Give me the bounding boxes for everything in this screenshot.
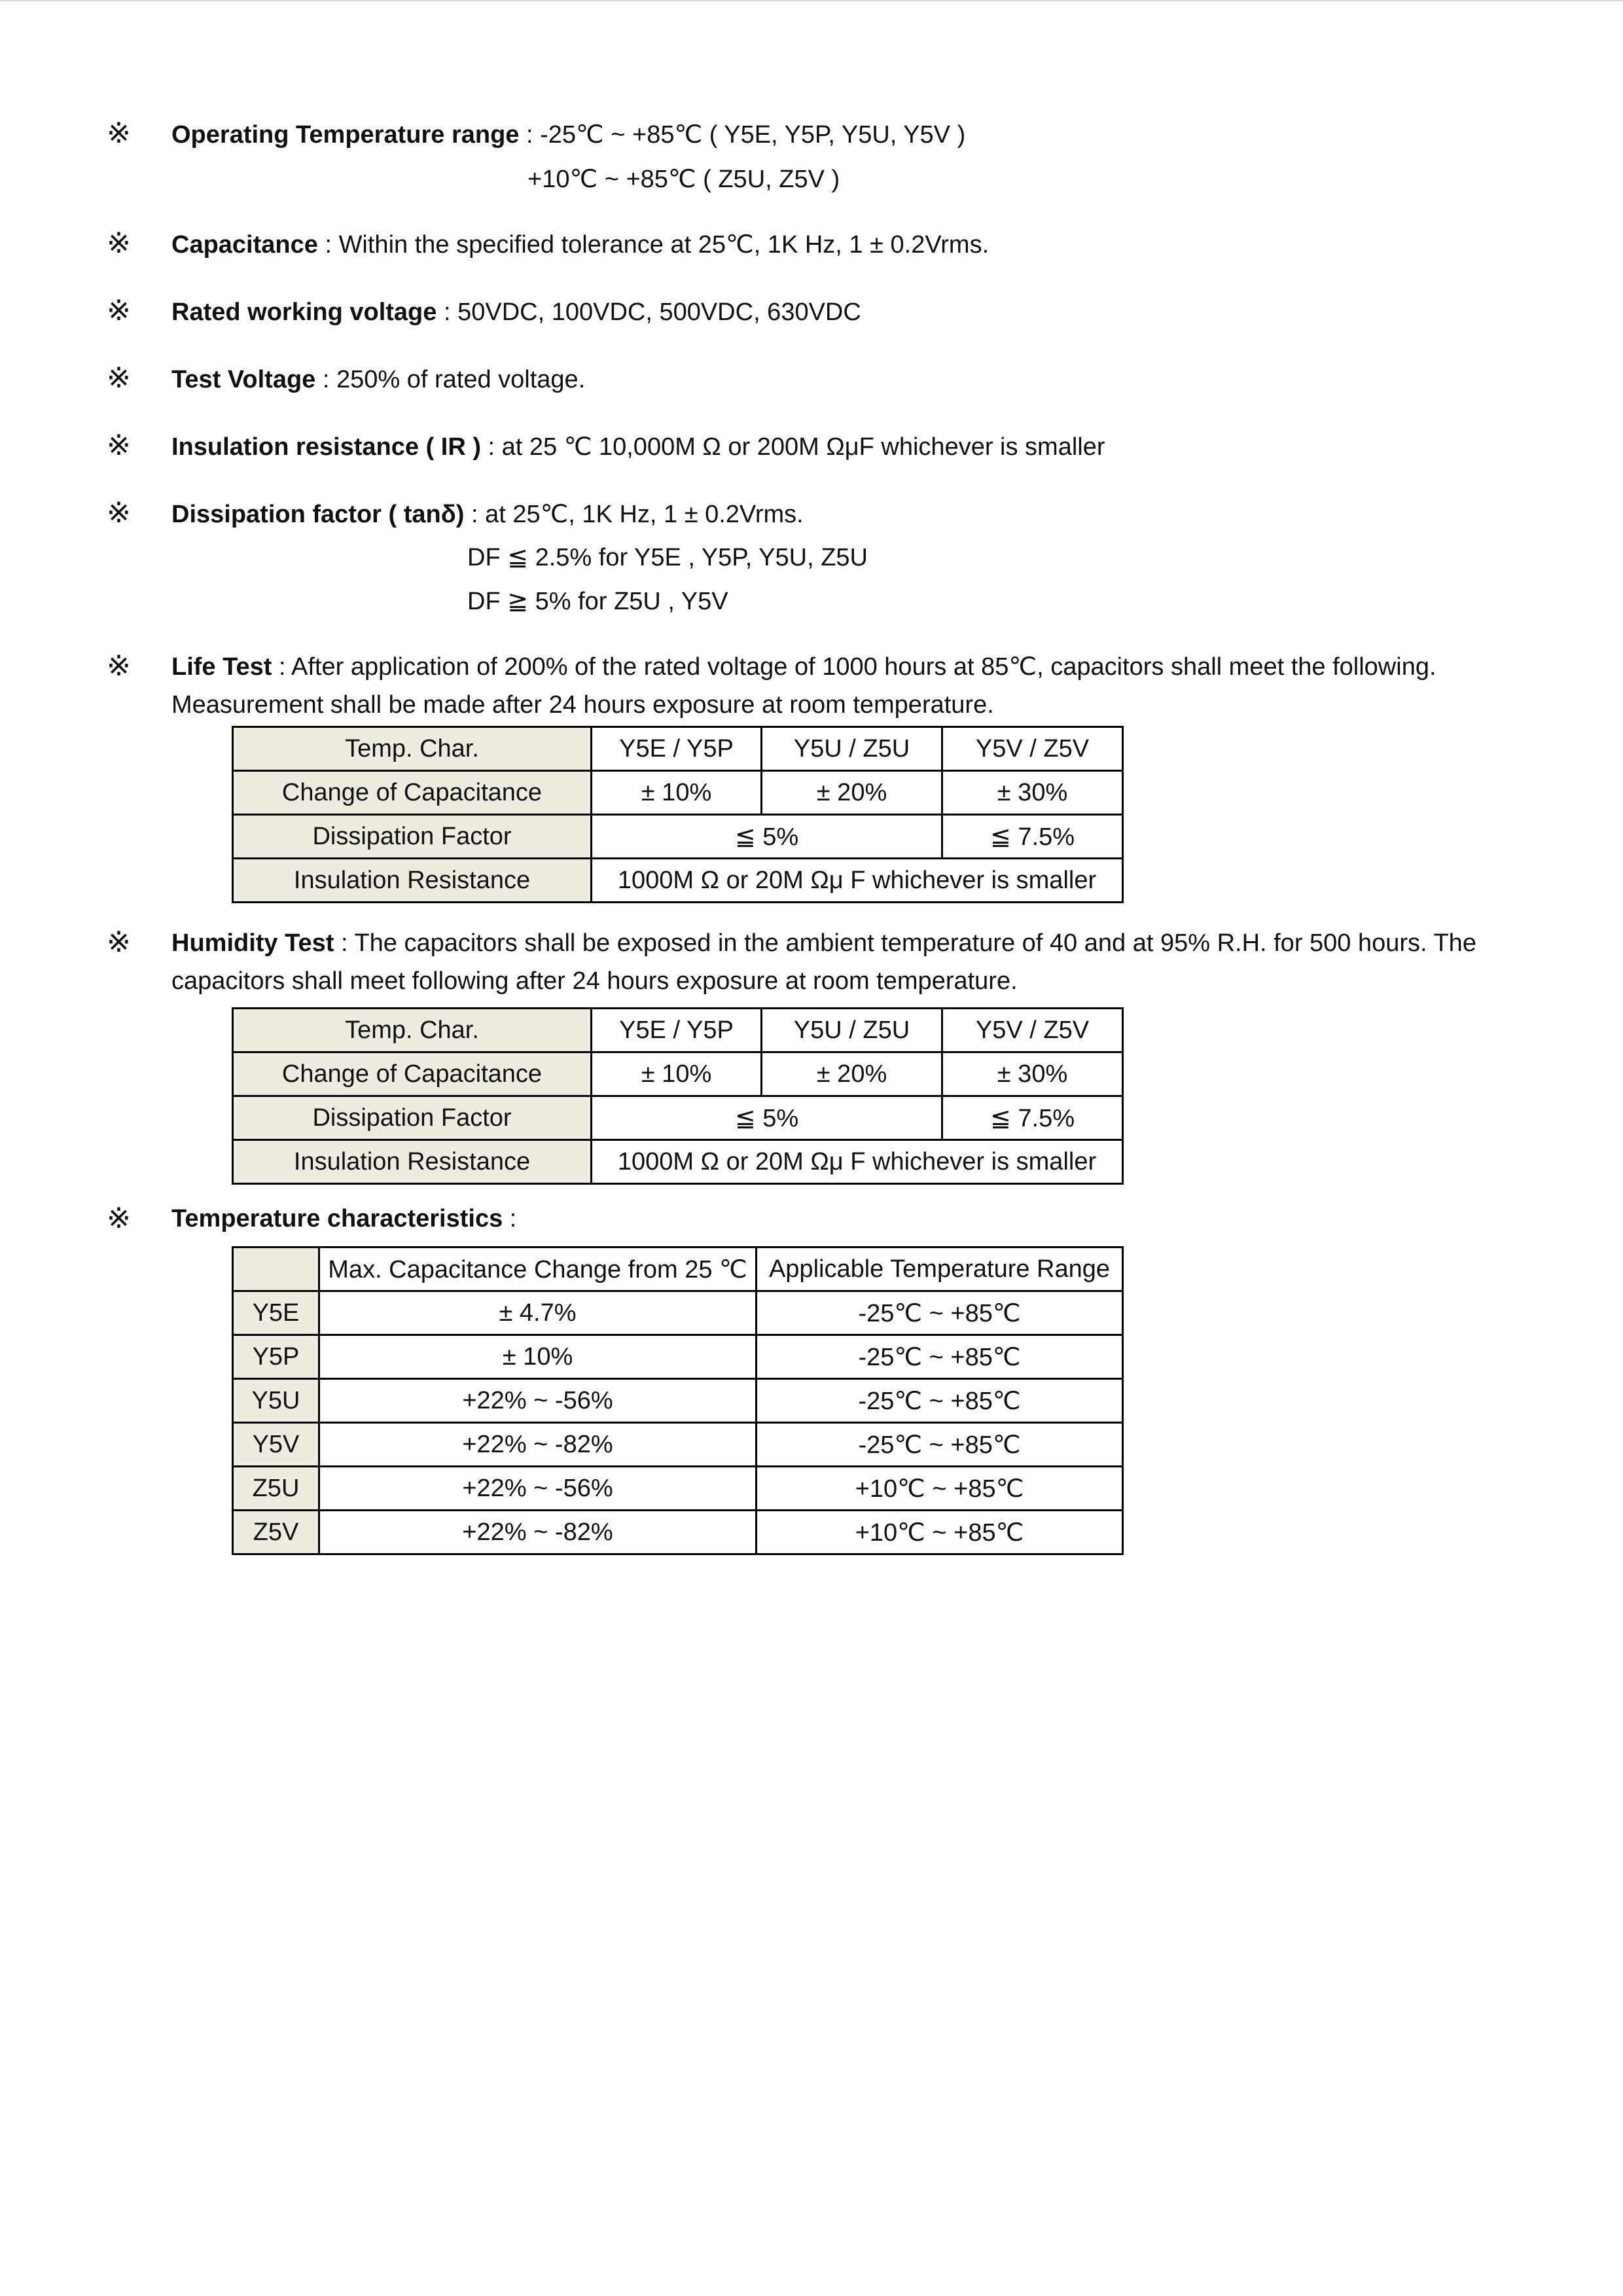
life-test-line xyxy=(171,653,1436,683)
rated-voltage-line xyxy=(171,298,861,328)
reference-mark-icon: ※ xyxy=(107,925,131,959)
table-cell: 1000M Ω or 20M Ωμ F whichever is smaller xyxy=(592,859,1123,903)
table-cell: ± 10% xyxy=(592,771,762,815)
table-cell: ± 30% xyxy=(942,1052,1123,1096)
test-voltage-text: : 250% of rated voltage. xyxy=(315,366,586,393)
temp-char-label: Temperature characteristics xyxy=(171,1205,503,1232)
table-row xyxy=(233,859,1123,903)
test-voltage-line xyxy=(171,365,585,395)
table-row xyxy=(233,1247,1123,1291)
table-cell: Y5P xyxy=(233,1335,319,1379)
table-cell: Change of Capacitance xyxy=(233,771,592,815)
table-row xyxy=(233,1511,1123,1554)
insulation-line xyxy=(171,433,1105,463)
life-test-table xyxy=(232,726,1124,903)
table-cell: ± 10% xyxy=(592,1052,762,1096)
table-cell: Insulation Resistance xyxy=(233,1140,592,1184)
operating-temp-label: Operating Temperature range xyxy=(171,121,520,149)
table-cell: Max. Capacitance Change from 25 ℃ xyxy=(319,1247,757,1291)
table-cell: Y5E / Y5P xyxy=(592,727,762,771)
table-row xyxy=(233,815,1123,859)
table-cell: +22% ~ -56% xyxy=(319,1379,757,1423)
reference-mark-icon: ※ xyxy=(107,226,131,260)
life-test-text: : After application of 200% of the rated voltage of 1000 hours at 85℃, capacitors shall meet the following. xyxy=(272,653,1436,681)
table-cell: Y5E xyxy=(233,1291,319,1335)
insulation-text: : at 25 ℃ 10,000M Ω or 200M ΩμF whichever is smaller xyxy=(481,433,1105,461)
temp-char-line xyxy=(171,1204,516,1234)
reference-mark-icon: ※ xyxy=(107,649,131,683)
table-cell: Dissipation Factor xyxy=(233,815,592,859)
table-cell: ≦ 5% xyxy=(592,1096,942,1140)
humidity-test-label: Humidity Test xyxy=(171,929,334,957)
reference-mark-icon: ※ xyxy=(107,294,131,327)
table-cell: Y5E / Y5P xyxy=(592,1009,762,1052)
table-cell: Y5U xyxy=(233,1379,319,1423)
table-cell: Applicable Temperature Range xyxy=(757,1247,1123,1291)
table-row xyxy=(233,1140,1123,1184)
humidity-test-line-2: capacitors shall meet following after 24 hours exposure at room temperature. xyxy=(171,967,1018,995)
humidity-test-text: : The capacitors shall be exposed in the ambient temperature of 40 and at 95% R.H. for 500 hours. The xyxy=(334,929,1476,957)
life-test-label: Life Test xyxy=(171,653,272,681)
table-cell: ± 10% xyxy=(319,1335,757,1379)
table-row xyxy=(233,1379,1123,1423)
table-row xyxy=(233,1009,1123,1052)
operating-temp-value-1: : -25℃ ~ +85℃ ( Y5E, Y5P, Y5U, Y5V ) xyxy=(519,121,966,149)
test-voltage-label: Test Voltage xyxy=(171,366,316,393)
table-cell: Y5V xyxy=(233,1423,319,1467)
rated-voltage-label: Rated working voltage xyxy=(171,298,437,326)
table-cell: Dissipation Factor xyxy=(233,1096,592,1140)
table-row xyxy=(233,1052,1123,1096)
insulation-label: Insulation resistance ( IR ) xyxy=(171,433,481,461)
table-cell: Insulation Resistance xyxy=(233,859,592,903)
dissipation-df-2: DF ≧ 5% for Z5U , Y5V xyxy=(467,588,728,615)
table-cell: +22% ~ -82% xyxy=(319,1423,757,1467)
table-cell: ≦ 7.5% xyxy=(942,815,1123,859)
temp-char-text: : xyxy=(503,1205,517,1232)
table-cell: Y5U / Z5U xyxy=(762,1009,942,1052)
capacitance-label: Capacitance xyxy=(171,231,318,259)
table-cell: Y5U / Z5U xyxy=(762,727,942,771)
dissipation-text: : at 25℃, 1K Hz, 1 ± 0.2Vrms. xyxy=(464,501,804,528)
operating-temp-line xyxy=(171,120,965,151)
operating-temp-value-2: +10℃ ~ +85℃ ( Z5U, Z5V ) xyxy=(527,166,840,193)
table-cell: Z5U xyxy=(233,1467,319,1511)
table-row xyxy=(233,727,1123,771)
reference-mark-icon: ※ xyxy=(107,1202,131,1235)
table-row xyxy=(233,771,1123,815)
table-cell: ≦ 5% xyxy=(592,815,942,859)
reference-mark-icon: ※ xyxy=(107,361,131,395)
table-cell: -25℃ ~ +85℃ xyxy=(757,1379,1123,1423)
table-cell: ± 20% xyxy=(762,771,942,815)
table-cell: Change of Capacitance xyxy=(233,1052,592,1096)
capacitance-text: : Within the specified tolerance at 25℃, 1K Hz, 1 ± 0.2Vrms. xyxy=(317,231,990,259)
table-cell: ± 30% xyxy=(942,771,1123,815)
table-cell: -25℃ ~ +85℃ xyxy=(757,1423,1123,1467)
table-cell: Y5V / Z5V xyxy=(942,727,1123,771)
capacitance-line xyxy=(171,230,989,260)
dissipation-line xyxy=(171,500,804,530)
table-cell: ± 4.7% xyxy=(319,1291,757,1335)
humidity-test-line xyxy=(171,929,1476,959)
table-row xyxy=(233,1096,1123,1140)
table-cell: +22% ~ -82% xyxy=(319,1511,757,1554)
reference-mark-icon: ※ xyxy=(107,496,131,529)
table-row xyxy=(233,1467,1123,1511)
dissipation-df-1: DF ≦ 2.5% for Y5E , Y5P, Y5U, Z5U xyxy=(467,544,868,571)
humidity-test-table xyxy=(232,1007,1124,1185)
table-cell xyxy=(233,1247,319,1291)
table-cell: 1000M Ω or 20M Ωμ F whichever is smaller xyxy=(592,1140,1123,1184)
table-cell: ± 20% xyxy=(762,1052,942,1096)
table-row xyxy=(233,1423,1123,1467)
rated-voltage-text: : 50VDC, 100VDC, 500VDC, 630VDC xyxy=(437,298,861,326)
table-cell: -25℃ ~ +85℃ xyxy=(757,1291,1123,1335)
table-cell: -25℃ ~ +85℃ xyxy=(757,1335,1123,1379)
table-cell: +10℃ ~ +85℃ xyxy=(757,1511,1123,1554)
table-cell: Z5V xyxy=(233,1511,319,1554)
reference-mark-icon: ※ xyxy=(107,117,131,150)
dissipation-label: Dissipation factor ( tanδ) xyxy=(171,501,465,528)
table-cell: Temp. Char. xyxy=(233,1009,592,1052)
temp-char-table xyxy=(232,1246,1124,1555)
table-cell: ≦ 7.5% xyxy=(942,1096,1123,1140)
table-cell: Temp. Char. xyxy=(233,727,592,771)
table-cell: +22% ~ -56% xyxy=(319,1467,757,1511)
reference-mark-icon: ※ xyxy=(107,429,131,462)
table-row xyxy=(233,1335,1123,1379)
life-test-line-2: Measurement shall be made after 24 hours exposure at room temperature. xyxy=(171,691,994,719)
table-cell: Y5V / Z5V xyxy=(942,1009,1123,1052)
table-row xyxy=(233,1291,1123,1335)
table-cell: +10℃ ~ +85℃ xyxy=(757,1467,1123,1511)
page-top-border xyxy=(0,0,1623,1)
